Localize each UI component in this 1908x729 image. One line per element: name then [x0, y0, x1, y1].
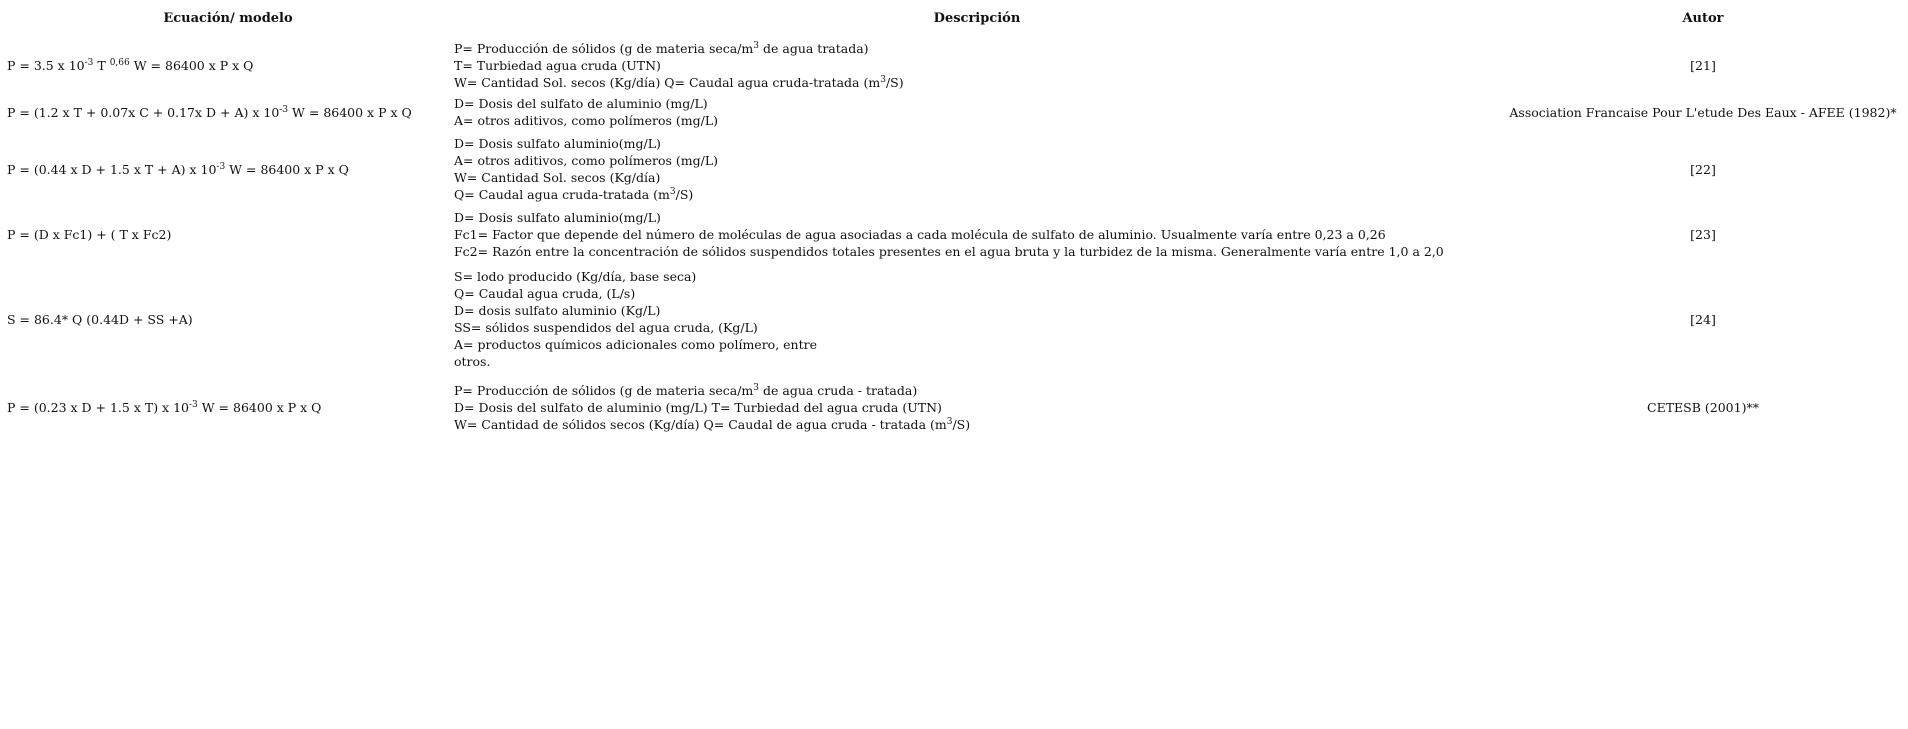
- equations-table: [4, 6, 1904, 435]
- author-cell: [24]: [1690, 311, 1716, 327]
- description-line: Fc1= Factor que depende del número de moléculas de agua asociadas a cada molécula de sulfato de aluminio. Usualmente varía entre 0,23 a 0,26: [454, 227, 1386, 242]
- description-line: Q= Caudal agua cruda-tratada $(m^3/S)$: [454, 187, 694, 202]
- author-cell: [23]: [1690, 227, 1716, 242]
- description-line: D= Dosis sulfato aluminio(mg/L): [454, 136, 661, 151]
- table-row: [4, 264, 1904, 376]
- table-row: [4, 93, 1904, 133]
- equation-cell: P = (0.23 x D + 1.5 x T) x $10^{-3}$ W = 86400 x P x Q: [7, 400, 322, 415]
- description-line: W= Cantidad de sólidos secos (Kg/día) Q= Caudal de agua cruda - tratada $(m^3/S)$: [454, 417, 971, 432]
- table-row: [4, 133, 1904, 205]
- description-line: W= Cantidad Sol. secos (Kg/día): [454, 170, 661, 185]
- equation-cell: P = (0.44 x D + 1.5 x T + A) x $10^{-3}$ W = 86400 x P x Q: [7, 161, 349, 177]
- description-cell: [452, 93, 1502, 133]
- author-cell: [21]: [1690, 58, 1716, 73]
- author-cell: Association Francaise Pour L'etude Des Eaux - AFEE (1982)*: [1509, 104, 1897, 120]
- description-line: S= lodo producido (Kg/día, base seca): [454, 269, 697, 284]
- description-line: Fc2= Razón entre la concentración de sólidos suspendidos totales presentes en el agua bruta y la turbidez de la misma. Generalmente varía entre 1,0 a 2,0: [454, 244, 1444, 259]
- description-line: D= Dosis del sulfato de aluminio (mg/L) T= Turbiedad del agua cruda (UTN): [454, 400, 942, 415]
- header-author: Autor: [1682, 10, 1724, 26]
- description-line: A= otros aditivos, como polímeros (mg/L): [454, 153, 718, 168]
- description-line: P= Producción de sólidos (g de materia seca/$m^3$ de agua tratada): [454, 41, 869, 56]
- table-row: [4, 205, 1904, 264]
- equation-cell: P = 3.5 x $10^{-3}$ T $^{0,66}$ W = 86400 x P x Q: [7, 58, 254, 73]
- description-line: A= otros aditivos, como polímeros (mg/L): [454, 113, 718, 128]
- table-header-row: [4, 6, 1904, 30]
- description-line: D= Dosis sulfato aluminio(mg/L): [454, 210, 661, 225]
- equation-cell: S = 86.4* Q (0.44D + SS +A): [7, 311, 193, 327]
- header-description: Descripción: [933, 10, 1021, 26]
- equation-cell: P = (D x Fc1) + ( T x Fc2): [7, 227, 172, 242]
- table-row: [4, 376, 1904, 435]
- description-cell: [452, 30, 1502, 93]
- description-line: SS= sólidos suspendidos del agua cruda, (Kg/L): [454, 320, 758, 335]
- description-line: D= dosis sulfato aluminio (Kg/L): [454, 303, 661, 318]
- header-equation: Ecuación/ modelo: [163, 10, 293, 26]
- equation-cell: P = (1.2 x T + 0.07x C + 0.17x D + A) x $10^{-3}$ W = 86400 x P x Q: [7, 104, 412, 120]
- description-cell: [452, 264, 1502, 376]
- description-line: P= Producción de sólidos (g de materia seca/$m^3$ de agua cruda - tratada): [454, 383, 918, 398]
- description-line: D= Dosis del sulfato de aluminio (mg/L): [454, 96, 708, 111]
- author-cell: CETESB (2001)**: [1647, 400, 1759, 415]
- table-row: [4, 30, 1904, 93]
- description-cell: [452, 133, 1502, 205]
- description-cell: [452, 205, 1502, 264]
- description-line: Q= Caudal agua cruda, (L/s): [454, 286, 636, 301]
- description-line: T= Turbiedad agua cruda (UTN): [454, 58, 661, 73]
- author-cell: [22]: [1690, 161, 1716, 177]
- description-line: W= Cantidad Sol. secos (Kg/día) Q= Caudal agua cruda-tratada $(m^3/S)$: [454, 75, 904, 90]
- description-line: A= productos químicos adicionales como polímero, entre: [454, 337, 817, 352]
- description-cell: [452, 376, 1502, 435]
- description-line: otros.: [454, 354, 491, 369]
